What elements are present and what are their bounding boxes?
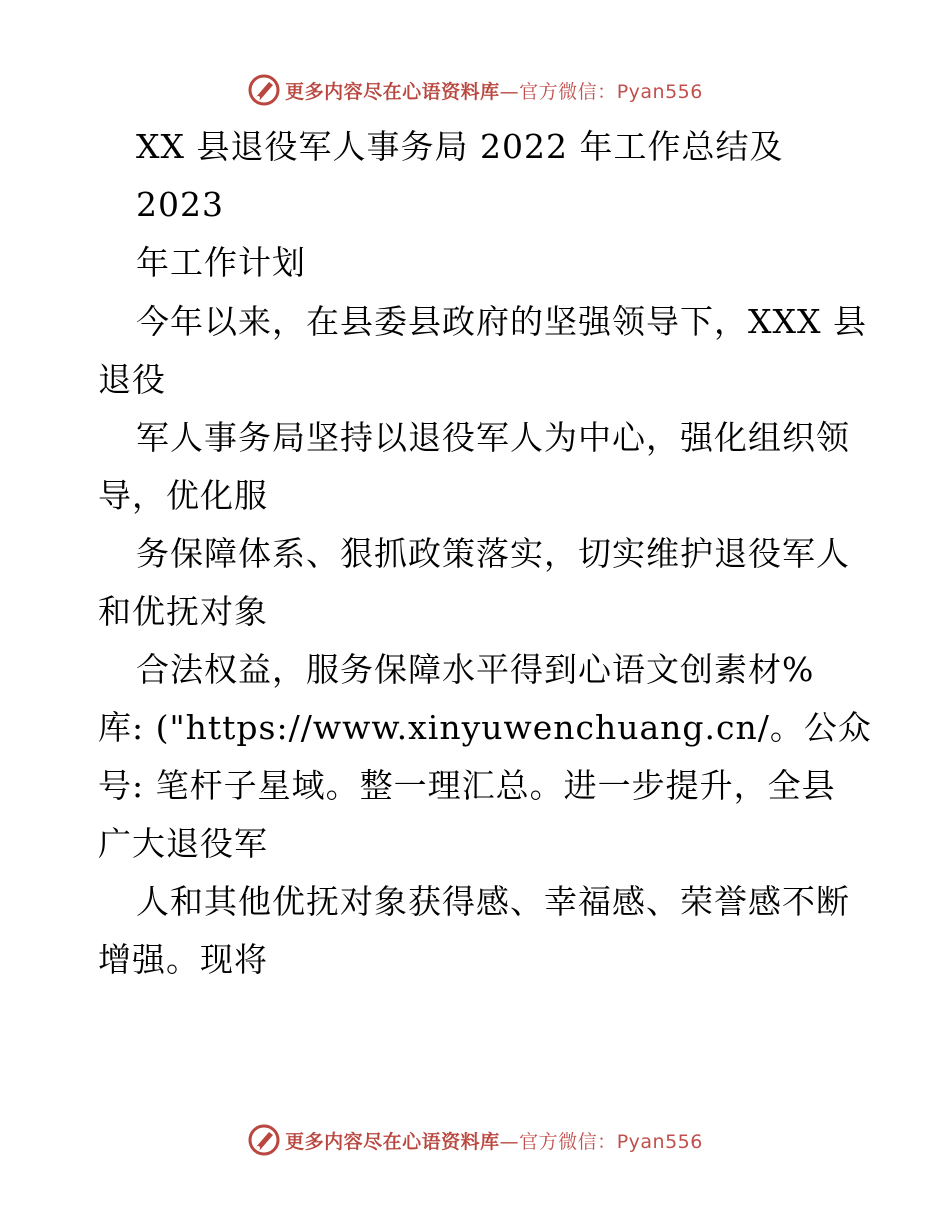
pen-logo-icon [247,73,281,107]
paragraph-line: 合法权益，服务保障水平得到心语文创素材% [136,650,815,689]
banner-separator: — [499,1130,520,1153]
paragraph-line: 退役 [98,360,166,399]
banner-text [285,1127,703,1154]
header-banner [0,70,950,110]
paragraph-line: 号: 笔杆子星域。整一理汇总。进一步提升，全县 [98,766,836,805]
banner-main-text: 更多内容尽在心语资料库 [285,80,500,103]
paragraph-line: 人和其他优抚对象获得感、幸福感、荣誉感不断 [136,882,850,921]
title-line-3: 年工作计划 [136,243,306,282]
banner-wechat-id: Pyan556 [616,80,703,103]
title-line-2: 2023 [136,185,224,224]
paragraph-line: 广大退役军 [98,824,268,863]
banner-separator: — [499,80,520,103]
banner-main-text: 更多内容尽在心语资料库 [285,1130,500,1153]
pen-logo-icon [247,1123,281,1157]
paragraph-line: 务保障体系、狠抓政策落实，切实维护退役军人 [136,534,850,573]
footer-banner [0,1120,950,1160]
title-line-1: XX 县退役军人事务局 2022 年工作总结及 [136,127,784,166]
paragraph-line: 库: ("https://www.xinyuwenchuang.cn/。公众 [98,708,872,747]
banner-wechat-label: 官方微信： [519,80,617,103]
paragraph-line: 今年以来，在县委县政府的坚强领导下，XXX 县 [136,302,867,341]
paragraph-line: 增强。现将 [98,940,268,979]
paragraph-line: 导，优化服 [98,476,268,515]
banner-wechat-id: Pyan556 [616,1130,703,1153]
paragraph-line: 和优抚对象 [98,592,268,631]
banner-wechat-label: 官方微信： [519,1130,617,1153]
banner-text [285,77,703,104]
paragraph-line: 军人事务局坚持以退役军人为中心，强化组织领 [136,418,850,457]
